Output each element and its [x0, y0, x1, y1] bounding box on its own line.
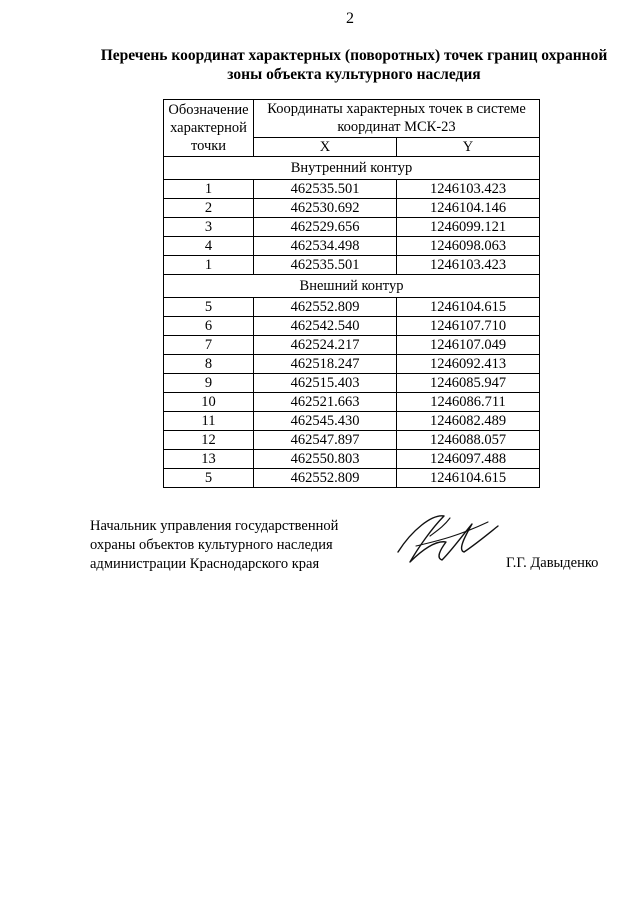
x-coordinate-cell: 462534.498	[254, 237, 397, 256]
x-coordinate-cell: 462521.663	[254, 393, 397, 412]
signatory-position-line-3: администрации Краснодарского края	[90, 556, 320, 572]
point-cell: 2	[164, 199, 254, 218]
y-coordinate-cell: 1246104.146	[397, 199, 540, 218]
point-cell: 12	[164, 431, 254, 450]
point-cell: 3	[164, 218, 254, 237]
y-coordinate-cell: 1246082.489	[397, 412, 540, 431]
section-title: Внутренний контур	[164, 157, 540, 180]
page-number: 2	[346, 10, 354, 27]
point-cell: 9	[164, 374, 254, 393]
document-title	[94, 46, 614, 84]
y-coordinate-cell: 1246092.413	[397, 355, 540, 374]
table-row	[164, 469, 540, 488]
table-row	[164, 412, 540, 431]
x-coordinate-cell: 462518.247	[254, 355, 397, 374]
table-row	[164, 374, 540, 393]
table-row	[164, 298, 540, 317]
x-coordinate-cell: 462535.501	[254, 256, 397, 275]
coordinates-system-header: Координаты характерных точек в системе координат МСК-23	[254, 100, 540, 138]
x-coordinate-cell: 462552.809	[254, 469, 397, 488]
table-header-row	[164, 100, 540, 138]
x-coordinate-cell: 462535.501	[254, 180, 397, 199]
x-coordinate-cell: 462542.540	[254, 317, 397, 336]
x-coordinate-cell: 462515.403	[254, 374, 397, 393]
y-coordinate-cell: 1246104.615	[397, 298, 540, 317]
x-coordinate-cell: 462530.692	[254, 199, 397, 218]
y-coordinate-cell: 1246097.488	[397, 450, 540, 469]
coordinates-table	[163, 99, 540, 488]
point-cell: 5	[164, 298, 254, 317]
table-row	[164, 180, 540, 199]
point-cell: 8	[164, 355, 254, 374]
y-coordinate-cell: 1246098.063	[397, 237, 540, 256]
y-axis-header: Y	[397, 137, 540, 156]
x-coordinate-cell: 462547.897	[254, 431, 397, 450]
section-title: Внешний контур	[164, 275, 540, 298]
y-coordinate-cell: 1246103.423	[397, 256, 540, 275]
x-coordinate-cell: 462545.430	[254, 412, 397, 431]
coordinates-table-body	[164, 100, 540, 488]
section-title-row	[164, 157, 540, 180]
signatory-position-line-2: охраны объектов культурного наследия	[90, 537, 333, 553]
y-coordinate-cell: 1246103.423	[397, 180, 540, 199]
point-cell: 11	[164, 412, 254, 431]
y-coordinate-cell: 1246088.057	[397, 431, 540, 450]
table-row	[164, 355, 540, 374]
point-cell: 4	[164, 237, 254, 256]
table-row	[164, 199, 540, 218]
table-row	[164, 317, 540, 336]
point-cell: 6	[164, 317, 254, 336]
section-title-row	[164, 275, 540, 298]
y-coordinate-cell: 1246085.947	[397, 374, 540, 393]
point-cell: 5	[164, 469, 254, 488]
y-coordinate-cell: 1246107.049	[397, 336, 540, 355]
point-cell: 1	[164, 256, 254, 275]
signatory-name: Г.Г. Давыденко	[506, 555, 599, 571]
point-designation-header	[164, 100, 254, 157]
table-row	[164, 336, 540, 355]
point-header-line-2: характерной	[170, 120, 247, 136]
table-row	[164, 218, 540, 237]
x-coordinate-cell: 462524.217	[254, 336, 397, 355]
point-cell: 1	[164, 180, 254, 199]
y-coordinate-cell: 1246099.121	[397, 218, 540, 237]
y-coordinate-cell: 1246086.711	[397, 393, 540, 412]
table-row	[164, 237, 540, 256]
table-row	[164, 393, 540, 412]
signatory-position-line-1: Начальник управления государственной	[90, 518, 339, 534]
y-coordinate-cell: 1246107.710	[397, 317, 540, 336]
point-header-line-1: Обозначение	[168, 102, 249, 118]
point-cell: 7	[164, 336, 254, 355]
table-row	[164, 256, 540, 275]
x-coordinate-cell: 462529.656	[254, 218, 397, 237]
point-header-line-3: точки	[190, 138, 227, 154]
point-cell: 10	[164, 393, 254, 412]
document-title-line-1: Перечень координат характерных (поворотных) точек границ охранной	[100, 47, 608, 64]
x-coordinate-cell: 462550.803	[254, 450, 397, 469]
x-coordinate-cell: 462552.809	[254, 298, 397, 317]
table-row	[164, 450, 540, 469]
x-axis-header: X	[254, 137, 397, 156]
table-row	[164, 431, 540, 450]
point-cell: 13	[164, 450, 254, 469]
signatory-position	[90, 517, 338, 574]
y-coordinate-cell: 1246104.615	[397, 469, 540, 488]
handwritten-signature	[392, 500, 502, 580]
document-title-line-2: зоны объекта культурного наследия	[227, 66, 481, 83]
